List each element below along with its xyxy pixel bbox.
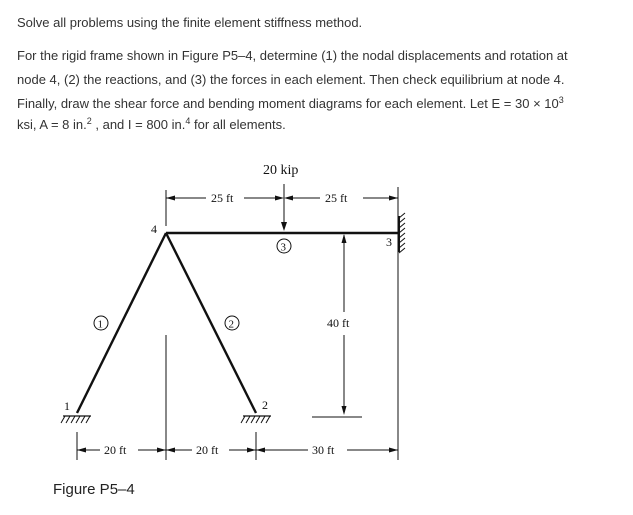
element-label-3: 3 xyxy=(280,241,286,254)
problem-text-line-2: node 4, (2) the reactions, and (3) the forces in each element. Then check equilibrium at node 4. xyxy=(17,72,565,87)
node-label-1: 1 xyxy=(64,399,70,413)
exponent: 3 xyxy=(558,95,564,105)
element-label-1: 1 xyxy=(97,318,103,331)
node-label-2: 2 xyxy=(262,398,268,412)
area-text: ksi, A = 8 in. xyxy=(17,117,87,132)
pin-support-node-1 xyxy=(61,416,91,423)
element-label-2: 2 xyxy=(228,318,234,331)
problem-text-line-3-body: Finally, draw the shear force and bending moment diagrams for each element. Let E = 30 × 10 xyxy=(17,96,559,111)
node-label-4: 4 xyxy=(151,222,157,236)
elements-text: for all elements. xyxy=(190,117,286,132)
problem-instruction: Solve all problems using the finite element stiffness method. xyxy=(17,15,363,30)
problem-text-line-1: For the rigid frame shown in Figure P5–4, determine (1) the nodal displacements and rotation at xyxy=(17,48,568,63)
dim-bottom-right: 30 ft xyxy=(312,443,335,457)
load-label: 20 kip xyxy=(263,163,299,178)
load-arrow-head xyxy=(281,222,287,231)
inertia-exponent: 4 xyxy=(185,116,191,126)
element-2-member xyxy=(166,233,256,413)
dim-bottom-mid: 20 ft xyxy=(196,443,219,457)
dim-height: 40 ft xyxy=(327,316,350,330)
area-exponent: 2 xyxy=(86,116,92,126)
figure-caption: Figure P5–4 xyxy=(53,481,135,498)
dim-bottom-left: 20 ft xyxy=(104,443,127,457)
inertia-text: , and I = 800 in. xyxy=(91,117,186,132)
pin-support-node-2 xyxy=(241,416,271,423)
dim-top-right: 25 ft xyxy=(325,191,348,205)
node-label-3: 3 xyxy=(386,235,392,249)
fixed-wall-node-3 xyxy=(399,213,405,253)
dim-top-left: 25 ft xyxy=(211,191,234,205)
element-1-member xyxy=(77,233,166,413)
